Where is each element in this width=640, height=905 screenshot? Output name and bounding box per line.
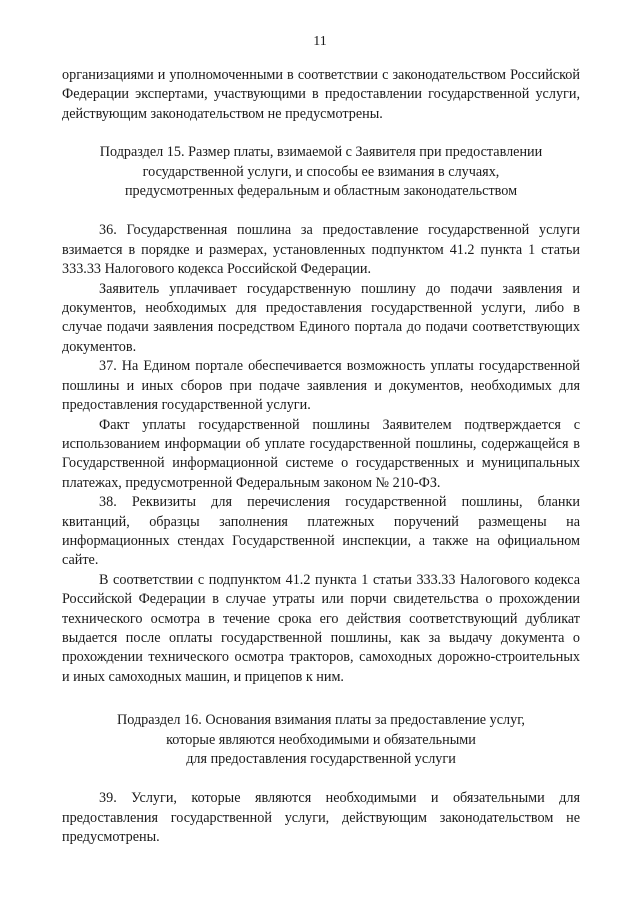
heading-line: предусмотренных федеральным и областным законодательством — [124, 183, 518, 200]
paragraph-39: 39. Услуги, которые являются необходимыми и обязательными для предоставления государственной услуги, действующим законодательством не предусмотрены. — [62, 790, 580, 846]
heading-line: Подраздел 15. Размер платы, взимаемой с Заявителя при предоставлении — [99, 144, 543, 161]
paragraph-37-fact: Факт уплаты государственной пошлины Заявителем подтверждается с использованием информации об уплате государственной пошлины, содержащейся в Государственной информационной системе о государственных и муниципальных платежах, предусмотренной Федеральным законом № 210-ФЗ. — [62, 416, 580, 491]
continued-paragraph: организациями и уполномоченными в соответствии с законодательством Российской Федерации экспертами, участвующими в предоставлении государственной услуги, действующим законодательством не предусмотрены. — [62, 67, 580, 122]
heading-line: для предоставления государственной услуги — [186, 751, 456, 767]
page-number: 11 — [313, 34, 327, 49]
paragraph-38: 38. Реквизиты для перечисления государственной пошлины, бланки квитанций, образцы заполнения платежных поручений размещены на информационных стендах Государственной инспекции, а также на официальном сайте. — [62, 494, 580, 569]
heading-line: государственной услуги, и способы ее взимания в случаях, — [142, 163, 500, 180]
page-content — [62, 66, 580, 848]
section-heading-16 — [80, 711, 562, 769]
paragraph-36-payment: Заявитель уплачивает государственную пошлину до подачи заявления и документов, необходимых для предоставления государственной услуги, либо в случае подачи заявления посредством Единого портала до подачи соответствующих документов. — [62, 280, 580, 355]
heading-line: Подраздел 16. Основания взимания платы за предоставление услуг, — [117, 712, 525, 729]
section-heading-15 — [80, 143, 562, 201]
paragraph-37: 37. На Едином портале обеспечивается возможность уплаты государственной пошлины и иных сборов при подаче заявления и документов, необходимых для предоставления государственной услуги. — [62, 358, 580, 414]
heading-line: которые являются необходимыми и обязательными — [166, 731, 476, 748]
paragraph-36: 36. Государственная пошлина за предоставление государственной услуги взимается в порядке и размерах, установленных подпунктом 41.2 пункта 1 статьи 333.33 Налогового кодекса Российской Федерации. — [62, 222, 580, 278]
paragraph-38-duplicate: В соответствии с подпунктом 41.2 пункта 1 статьи 333.33 Налогового кодекса Российской Федерации в случае утраты или порчи свидетельства о прохождении технического осмотра в течение срока его действия соответствующий дубликат выдается после оплаты государственной пошлины, как за выдачу документа о прохождении технического осмотра тракторов, самоходных дорожно-строительных и иных самоходных машин, и прицепов к ним. — [62, 571, 580, 685]
